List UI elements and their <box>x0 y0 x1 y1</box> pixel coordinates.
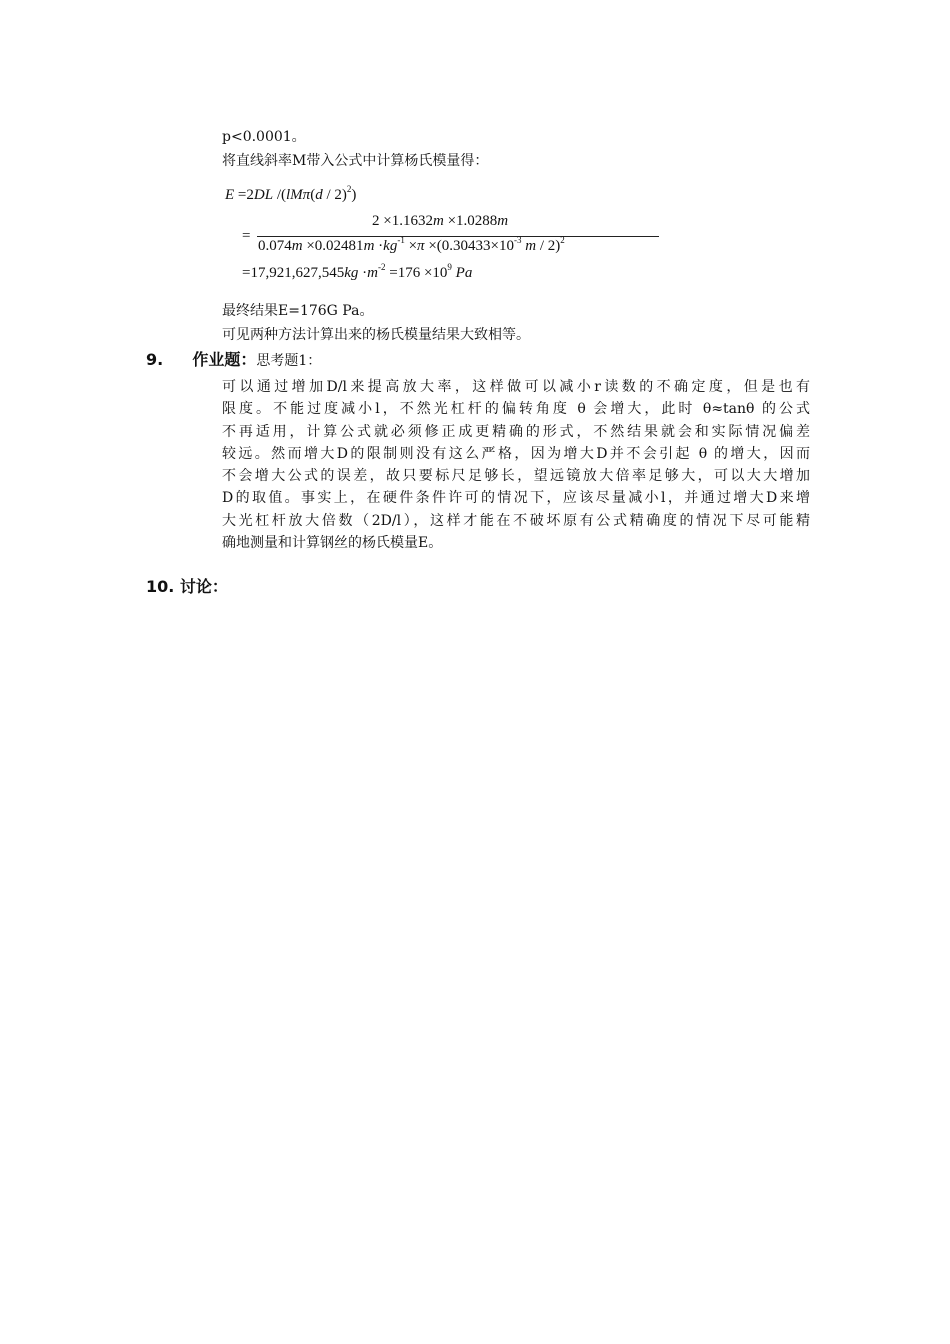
section-10-number: 10. <box>146 577 175 596</box>
paragraph-line: 大光杠杆放大倍数（2D/l），这样才能在不破坏原有公式精确度的情况下尽可能精 <box>222 512 810 529</box>
paragraph-line: 限度。不能过度减小l，不然光杠杆的偏转角度 θ 会增大，此时 θ≈tanθ 的公式 <box>222 401 810 418</box>
comparison-line: 可见两种方法计算出来的杨氏模量结果大致相等。 <box>222 327 530 343</box>
paragraph-line: 不会增大公式的误差，故只要标尺足够长，望远镜放大倍率足够大，可以大大增加 <box>222 468 810 485</box>
formula-definition: E =2DL /(lMπ(d / 2)$^2$) <box>225 184 357 203</box>
section-9-title: 作业题： <box>192 350 257 369</box>
section-10-heading <box>146 576 228 598</box>
formula-fraction-bar <box>257 236 659 237</box>
paragraph-line: D的取值。事实上，在硬件条件许可的情况下，应该尽量减小l，并通过增大D来增 <box>222 490 810 507</box>
final-result-line: 最终结果E=176G Pa。 <box>222 303 374 319</box>
p-value-line: p<0.0001。 <box>222 129 306 145</box>
formula-equals-sign: = <box>242 228 251 244</box>
paragraph-line: 确地测量和计算钢丝的杨氏模量E。 <box>222 535 443 552</box>
slope-intro-line: 将直线斜率M带入公式中计算杨氏模量得： <box>222 153 489 169</box>
section-9-subtitle: 思考题1： <box>256 353 322 369</box>
formula-denominator: $0.074m \times 0.02481m \cdot kg^{-1} \times\pi \times(0.30433\times 10^{-3}$ m / 2)$^2$ <box>258 235 565 254</box>
section-9-heading <box>146 349 321 372</box>
paragraph-line: 可以通过增加D/l来提高放大率，这样做可以减小r读数的不确定度，但是也有 <box>222 379 810 395</box>
paragraph-line: 较远。然而增大D的限制则没有这么严格，因为增大D并不会引起 θ 的增大，因而 <box>222 445 810 462</box>
section-9-paragraph <box>222 376 810 554</box>
section-9-number: 9. <box>146 350 164 369</box>
section-10-title: 讨论： <box>179 577 228 596</box>
formula-result: $=17,921,627,545kg \cdot m^{-2} =176 \times 10^9$ Pa <box>242 262 473 281</box>
formula-numerator: 2 ×1.1632m ×1.0288m <box>372 213 509 229</box>
paragraph-line: 不再适用，计算公式就必须修正成更精确的形式，不然结果就会和实际情况偏差 <box>222 423 810 440</box>
